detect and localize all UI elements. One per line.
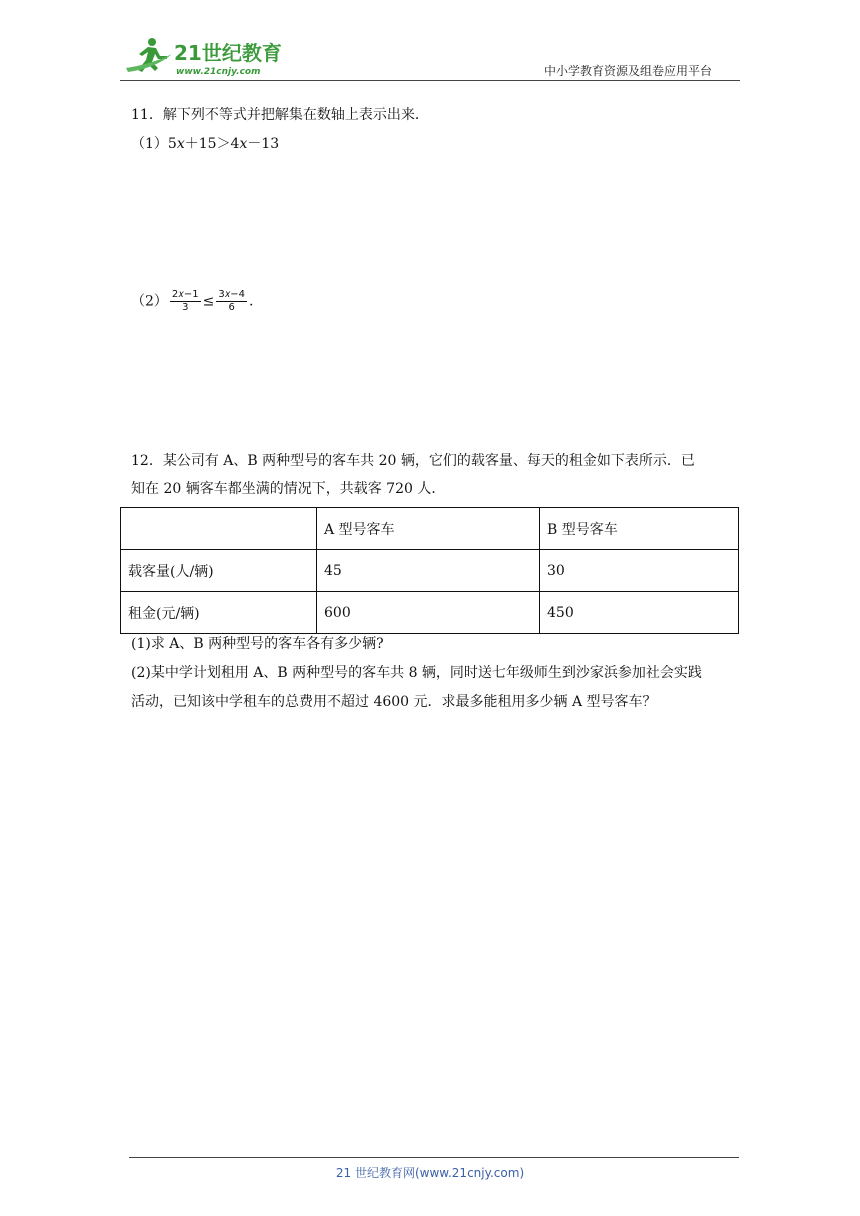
header-divider [120, 80, 740, 81]
q11-p1-suffix: －13 [247, 136, 280, 152]
footer-divider [129, 1157, 739, 1158]
q11-p2-suffix: . [249, 293, 254, 310]
table-header-cell: A 型号客车 [317, 508, 540, 550]
table-cell: 租金(元/辆) [121, 592, 317, 634]
q11-p1-var: x [176, 136, 185, 152]
table-row [121, 592, 739, 634]
q11-p1-var2: x [239, 136, 248, 152]
fraction-right-denominator: 6 [228, 302, 235, 313]
table-row [121, 550, 739, 592]
table-cell: 450 [540, 592, 739, 634]
table-cell: 30 [540, 550, 739, 592]
table-header-cell [121, 508, 317, 550]
logo-url: www.21cnjy.com [176, 67, 261, 77]
fraction-left [170, 289, 201, 314]
fraction-left-denominator: 3 [182, 302, 189, 313]
table-cell: 600 [317, 592, 540, 634]
q11-p2-prefix: （2） [131, 293, 168, 310]
runner-icon [126, 38, 172, 72]
logo-text: 21世纪教育 [174, 41, 282, 65]
q11-p1-prefix: （1）5 [131, 136, 177, 152]
q12-sub1: (1)求 A、B 两种型号的客车各有多少辆? [131, 636, 384, 652]
table-header-cell: B 型号客车 [540, 508, 739, 550]
q12-line1: 12．某公司有 A、B 两种型号的客车共 20 辆，它们的载客量、每天的租金如下表所示．已 [131, 453, 695, 469]
logo [122, 34, 292, 80]
platform-name: 中小学教育资源及组卷应用平台 [543, 64, 712, 78]
table-cell: 45 [317, 550, 540, 592]
table-cell: 载客量(人/辆) [121, 550, 317, 592]
inequality-sign: ≤ [202, 293, 215, 310]
fraction-right [216, 289, 247, 314]
q12-line2: 知在 20 辆客车都坐满的情况下，共载客 720 人． [131, 481, 446, 497]
table-header-row [121, 508, 739, 550]
q11-part2 [131, 289, 253, 314]
q12-sub2-line2: 活动，已知该中学租车的总费用不超过 4600 元．求最多能租用多少辆 A 型号客车？ [131, 694, 657, 710]
fraction-right-numerator: 3𝑥−4 [218, 289, 246, 300]
q11-part1 [131, 134, 279, 154]
footer-link[interactable]: 21 世纪教育网(www.21cnjy.com) [335, 1166, 525, 1180]
q11-title: 11．解下列不等式并把解集在数轴上表示出来． [131, 107, 429, 123]
fraction-left-numerator: 2𝑥−1 [171, 289, 199, 300]
bus-table [120, 507, 739, 634]
q11-p1-mid: ＋15＞4 [184, 136, 240, 152]
q12-sub2-line1: (2)某中学计划租用 A、B 两种型号的客车共 8 辆，同时送七年级师生到沙家浜参加社会实践 [131, 665, 702, 681]
